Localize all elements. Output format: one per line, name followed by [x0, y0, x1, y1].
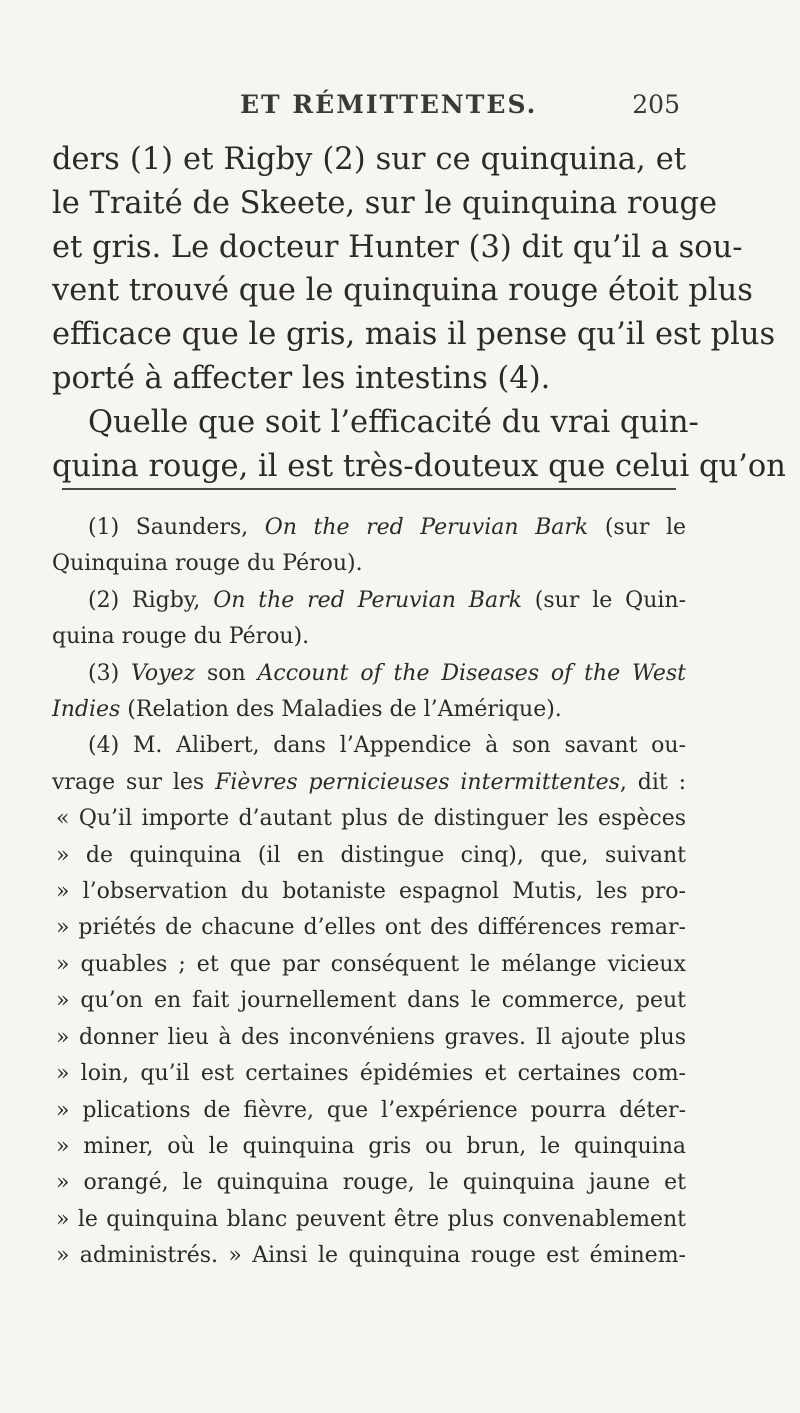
footnote-line: [52, 765, 686, 801]
footnote-line: [52, 692, 686, 728]
footnote-title: Account of the Diseases of the West: [257, 660, 686, 686]
footnote-text: (2) Rigby,: [88, 587, 214, 613]
quote-line: » loin, qu’il est certaines épidémies et certaines com-: [56, 1061, 686, 1087]
footnotes: [52, 510, 686, 1275]
footnote-separator: [62, 488, 676, 490]
text-line: efficace que le gris, mais il pense qu’il est plus: [52, 317, 776, 353]
text-line: le Traité de Skeete, sur le quinquina rouge: [52, 185, 718, 221]
text-line: ders (1) et Rigby (2) sur ce quinquina, et: [52, 142, 686, 177]
quote-line: » de quinquina (il en distingue cinq), que, suivant: [56, 842, 686, 868]
quote-line: » orangé, le quinquina rouge, le quinquina jaune et: [56, 1170, 686, 1196]
footnote-title: Fièvres pernicieuses intermittentes: [215, 769, 620, 795]
footnote-text: (1) Saunders,: [88, 515, 265, 540]
main-text: [52, 138, 786, 488]
quote-line: » plications de fièvre, que l’expérience pourra déter-: [56, 1097, 686, 1123]
quote-line: » donner lieu à des inconvéniens graves. Il ajoute plus: [56, 1024, 686, 1050]
text-line: vent trouvé que le quinquina rouge étoit plus: [52, 273, 753, 309]
running-header: [240, 90, 680, 119]
footnote-line: Quinquina rouge du Pérou).: [52, 551, 363, 577]
footnote-text: son: [195, 660, 258, 686]
quote-line: « Qu’il importe d’autant plus de distinguer les espèces: [56, 806, 686, 832]
quote-line: » qu’on en fait journellement dans le commerce, peut: [56, 988, 686, 1014]
footnote-text: , dit :: [619, 769, 687, 795]
footnote-1: [52, 510, 686, 546]
footnote-title: Voyez: [131, 660, 196, 686]
text-line: quina rouge, il est très-douteux que celui qu’on: [52, 448, 786, 484]
footnote-title: On the red Peruvian Bark: [264, 515, 589, 540]
text-line: et gris. Le docteur Hunter (3) dit qu’il a sou-: [52, 229, 743, 265]
footnote-text: (sur le Quin-: [521, 587, 687, 613]
footnote-text: (3): [88, 660, 131, 686]
quote-line: » priétés de chacune d’elles ont des différences remar-: [56, 915, 686, 941]
footnote-text: (Relation des Maladies de l’Amérique).: [120, 697, 562, 723]
footnote-line: quina rouge du Pérou).: [52, 624, 310, 650]
footnote-text: vrage sur les: [52, 769, 216, 795]
running-title: ET RÉMITTENTES.: [240, 90, 538, 119]
quote-line: » miner, où le quinquina gris ou brun, le quinquina: [56, 1133, 686, 1159]
footnote-3: [52, 656, 686, 692]
footnote-2: [52, 583, 686, 619]
footnote-title: Indies: [52, 697, 121, 723]
quote-line: » le quinquina blanc peuvent être plus convenablement: [56, 1206, 686, 1232]
footnote-text: (sur le: [588, 515, 686, 540]
text-line: porté à affecter les intestins (4).: [52, 360, 551, 396]
text-line: Quelle que soit l’efficacité du vrai quin-: [88, 404, 699, 440]
page-number: 205: [632, 90, 680, 119]
quote-line: » l’observation du botaniste espagnol Mutis, les pro-: [56, 879, 686, 905]
quote-line: » administrés. » Ainsi le quinquina rouge est éminem-: [56, 1243, 686, 1269]
footnote-title: On the red Peruvian Bark: [213, 587, 522, 613]
footnote-4: (4) M. Alibert, dans l’Appendice à son savant ou-: [88, 733, 686, 759]
quote-line: » quables ; et que par conséquent le mélange vicieux: [56, 951, 686, 977]
